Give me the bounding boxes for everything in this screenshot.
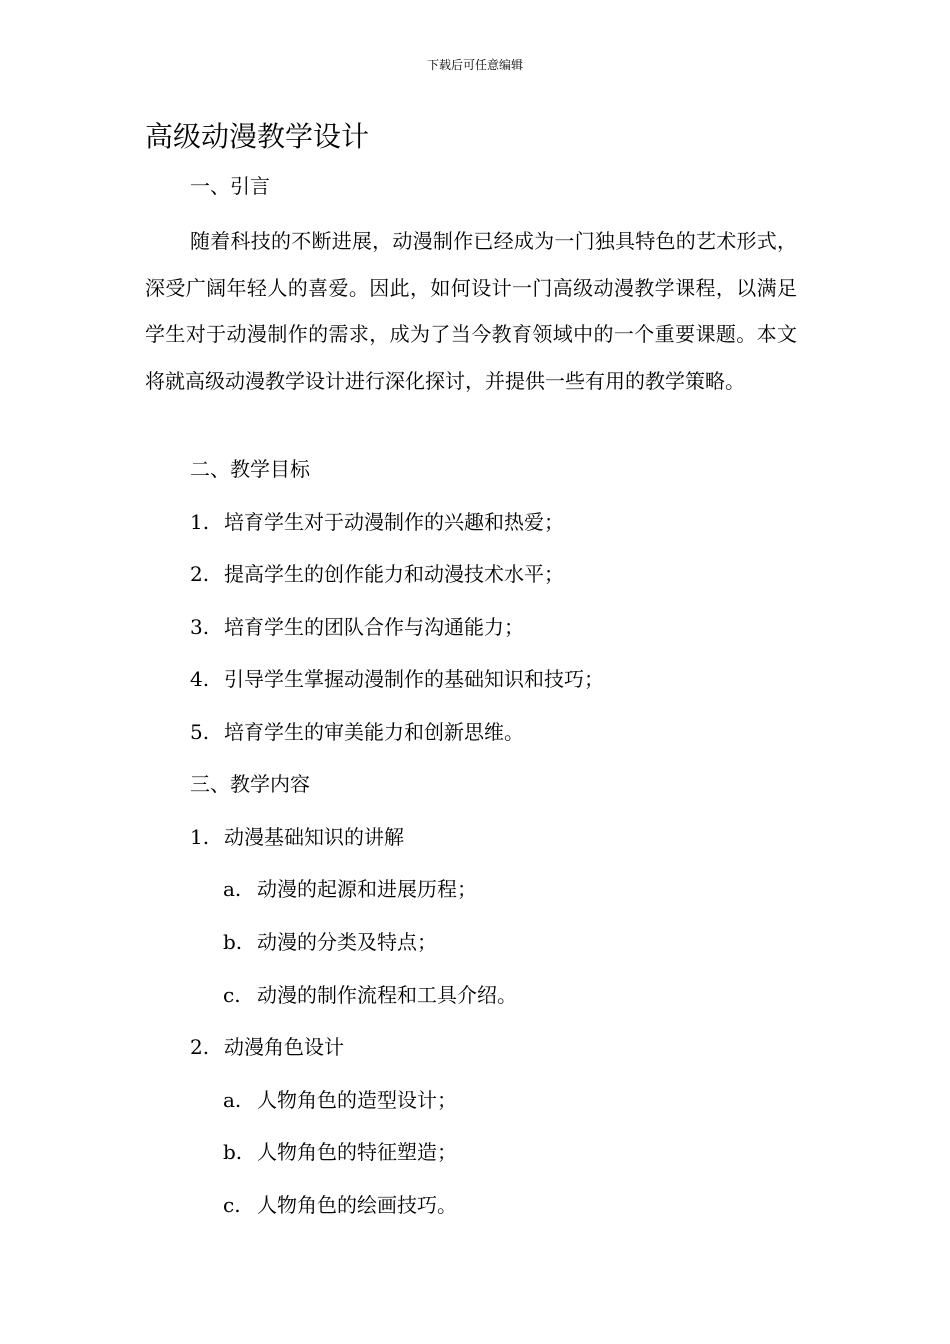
content-subitem xyxy=(223,979,517,1008)
list-number: 2. xyxy=(190,1035,210,1059)
content-subitem xyxy=(223,873,477,902)
list-number: 4. xyxy=(190,667,210,691)
list-text: 提高学生的创作能力和动漫技术水平； xyxy=(224,562,564,586)
list-text: 培育学生对于动漫制作的兴趣和热爱； xyxy=(224,510,564,534)
list-text: 培育学生的团队合作与沟通能力； xyxy=(224,615,524,639)
list-letter: c. xyxy=(223,1193,241,1217)
content-subitem xyxy=(223,1136,457,1165)
list-number: 2. xyxy=(190,562,210,586)
list-text: 动漫的起源和进展历程； xyxy=(257,877,477,901)
list-number: 5. xyxy=(190,720,210,744)
goal-item xyxy=(190,611,524,640)
list-letter: a. xyxy=(223,877,242,901)
goal-item xyxy=(190,558,564,587)
list-number: 1. xyxy=(190,825,210,849)
list-letter: b. xyxy=(223,930,243,954)
list-letter: c. xyxy=(223,983,241,1007)
goal-item xyxy=(190,716,524,745)
list-number: 1. xyxy=(190,510,210,534)
intro-paragraph: 随着科技的不断进展，动漫制作已经成为一门独具特色的艺术形式，深受广阔年轻人的喜爱。因此，如何设计一门高级动漫教学课程，以满足学生对于动漫制作的需求，成为了当今教育领域中的一个重要课题。本文将就高级动漫教学设计进行深化探讨，并提供一些有用的教学策略。 xyxy=(145,229,797,393)
list-number: 3. xyxy=(190,615,210,639)
content-item xyxy=(190,1031,344,1060)
goal-item xyxy=(190,506,564,535)
goal-item xyxy=(190,663,604,692)
list-text: 培育学生的审美能力和创新思维。 xyxy=(224,720,524,744)
content-subitem xyxy=(223,926,437,955)
list-letter: b. xyxy=(223,1140,243,1164)
list-text: 引导学生掌握动漫制作的基础知识和技巧； xyxy=(224,667,604,691)
list-text: 动漫角色设计 xyxy=(224,1035,344,1059)
content-subitem xyxy=(223,1189,457,1218)
list-text: 人物角色的特征塑造； xyxy=(257,1140,457,1164)
list-text: 动漫基础知识的讲解 xyxy=(224,825,404,849)
document-title: 高级动漫教学设计 xyxy=(145,120,370,153)
list-text: 动漫的制作流程和工具介绍。 xyxy=(257,983,517,1007)
list-text: 人物角色的绘画技巧。 xyxy=(257,1193,457,1217)
list-text: 动漫的分类及特点； xyxy=(257,930,437,954)
page-header: 下载后可任意编辑 xyxy=(426,58,523,72)
list-letter: a. xyxy=(223,1088,242,1112)
section-heading-content: 三、教学内容 xyxy=(190,772,310,796)
section-heading-introduction: 一、引言 xyxy=(190,174,270,198)
section-heading-goals: 二、教学目标 xyxy=(190,457,310,481)
content-item xyxy=(190,821,404,850)
content-subitem xyxy=(223,1084,457,1113)
list-text: 人物角色的造型设计； xyxy=(257,1088,457,1112)
